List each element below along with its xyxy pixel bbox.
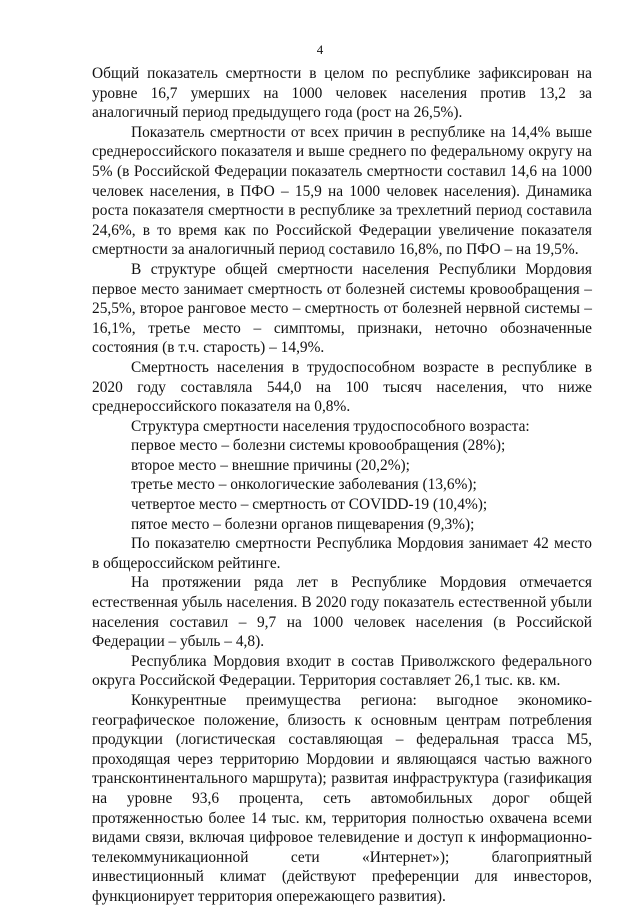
structure-item: пятое место – болезни органов пищеварения (9,3%); [131, 515, 475, 533]
paragraph-working-age-mortality: Смертность населения в трудоспособном возрасте в республике в 2020 году составляла 544,0 на 100 тысяч населения, что ниже среднероссийского показателя на 0,8%. [92, 358, 592, 416]
page-number: 4 [316, 42, 324, 57]
paragraph-natural-decline: На протяжении ряда лет в Республике Мордовия отмечается естественная убыль населения. В 2020 году показатель естественной убыли населения составил – 9,7 на 1000 человек населения (в Российской Федерации – убыль – 4,8). [92, 574, 592, 651]
document-body [92, 64, 592, 907]
structure-item: первое место – болезни системы кровообращения (28%); [131, 437, 506, 455]
paragraph-overall-mortality: Общий показатель смертности в целом по республике зафиксирован на уровне 16,7 умерших на 1000 человек населения против 13,2 за аналогичный период предыдущего года (рост на 26,5%). [92, 65, 592, 122]
paragraph-mortality-comparison: Показатель смертности от всех причин в республике на 14,4% выше среднероссийского показателя и выше среднего по федеральному округу на 5% (в Российской Федерации показатель смертности составил 14,6 на 1000 человек населения, в ПФО – 15,9 на 1000 человек населения). Динамика роста показателя смертности в республике за трехлетний период составила 24,6%, в то время как по Российской Федерации увеличение показателя смертности за аналогичный период составило 16,8%, по ПФО – на 19,5%. [92, 123, 592, 259]
paragraph-rating: По показателю смертности Республика Мордовия занимает 42 место в общероссийском рейтинге. [92, 535, 592, 572]
structure-item: четвертое место – смертность от COVIDD-19 (10,4%); [131, 496, 488, 514]
paragraph-mortality-structure: В структуре общей смертности населения Республики Мордовия первое место занимает смертность от болезней системы кровообращения – 25,5%, второе ранговое место – смертность от болезней нервной системы – 16,1%, третье место – симптомы, признаки, неточно обозначенные состояния (в т.ч. старость) – 14,9%. [92, 260, 592, 357]
paragraph-competitive-advantages: Конкурентные преимущества региона: выгодное экономико-географическое положение, близость к основным центрам потребления продукции (логистическая составляющая – федеральная трасса М5, проходящая через территорию Мордовии и являющаяся частью важного трансконтинентального маршрута); развитая инфраструктура (газификация на уровне 93,6 процента, сеть автомобильных дорог общей протяженностью более 14 тыс. км, территория полностью охвачена всеми видами связи, включая цифровое телевидение и доступ к информационно-телекоммуникационной сети «Интернет»); благоприятный инвестиционный климат (действуют преференции для инвесторов, функционирует территория опережающего развития). [92, 692, 592, 905]
paragraph-federal-district: Республика Мордовия входит в состав Приволжского федерального округа Российской Федерации. Территория составляет 26,1 тыс. кв. км. [92, 652, 592, 690]
structure-heading: Структура смертности населения трудоспособного возраста: [131, 417, 530, 435]
structure-item: третье место – онкологические заболевания (13,6%); [131, 476, 477, 494]
structure-item: второе место – внешние причины (20,2%); [131, 456, 410, 474]
